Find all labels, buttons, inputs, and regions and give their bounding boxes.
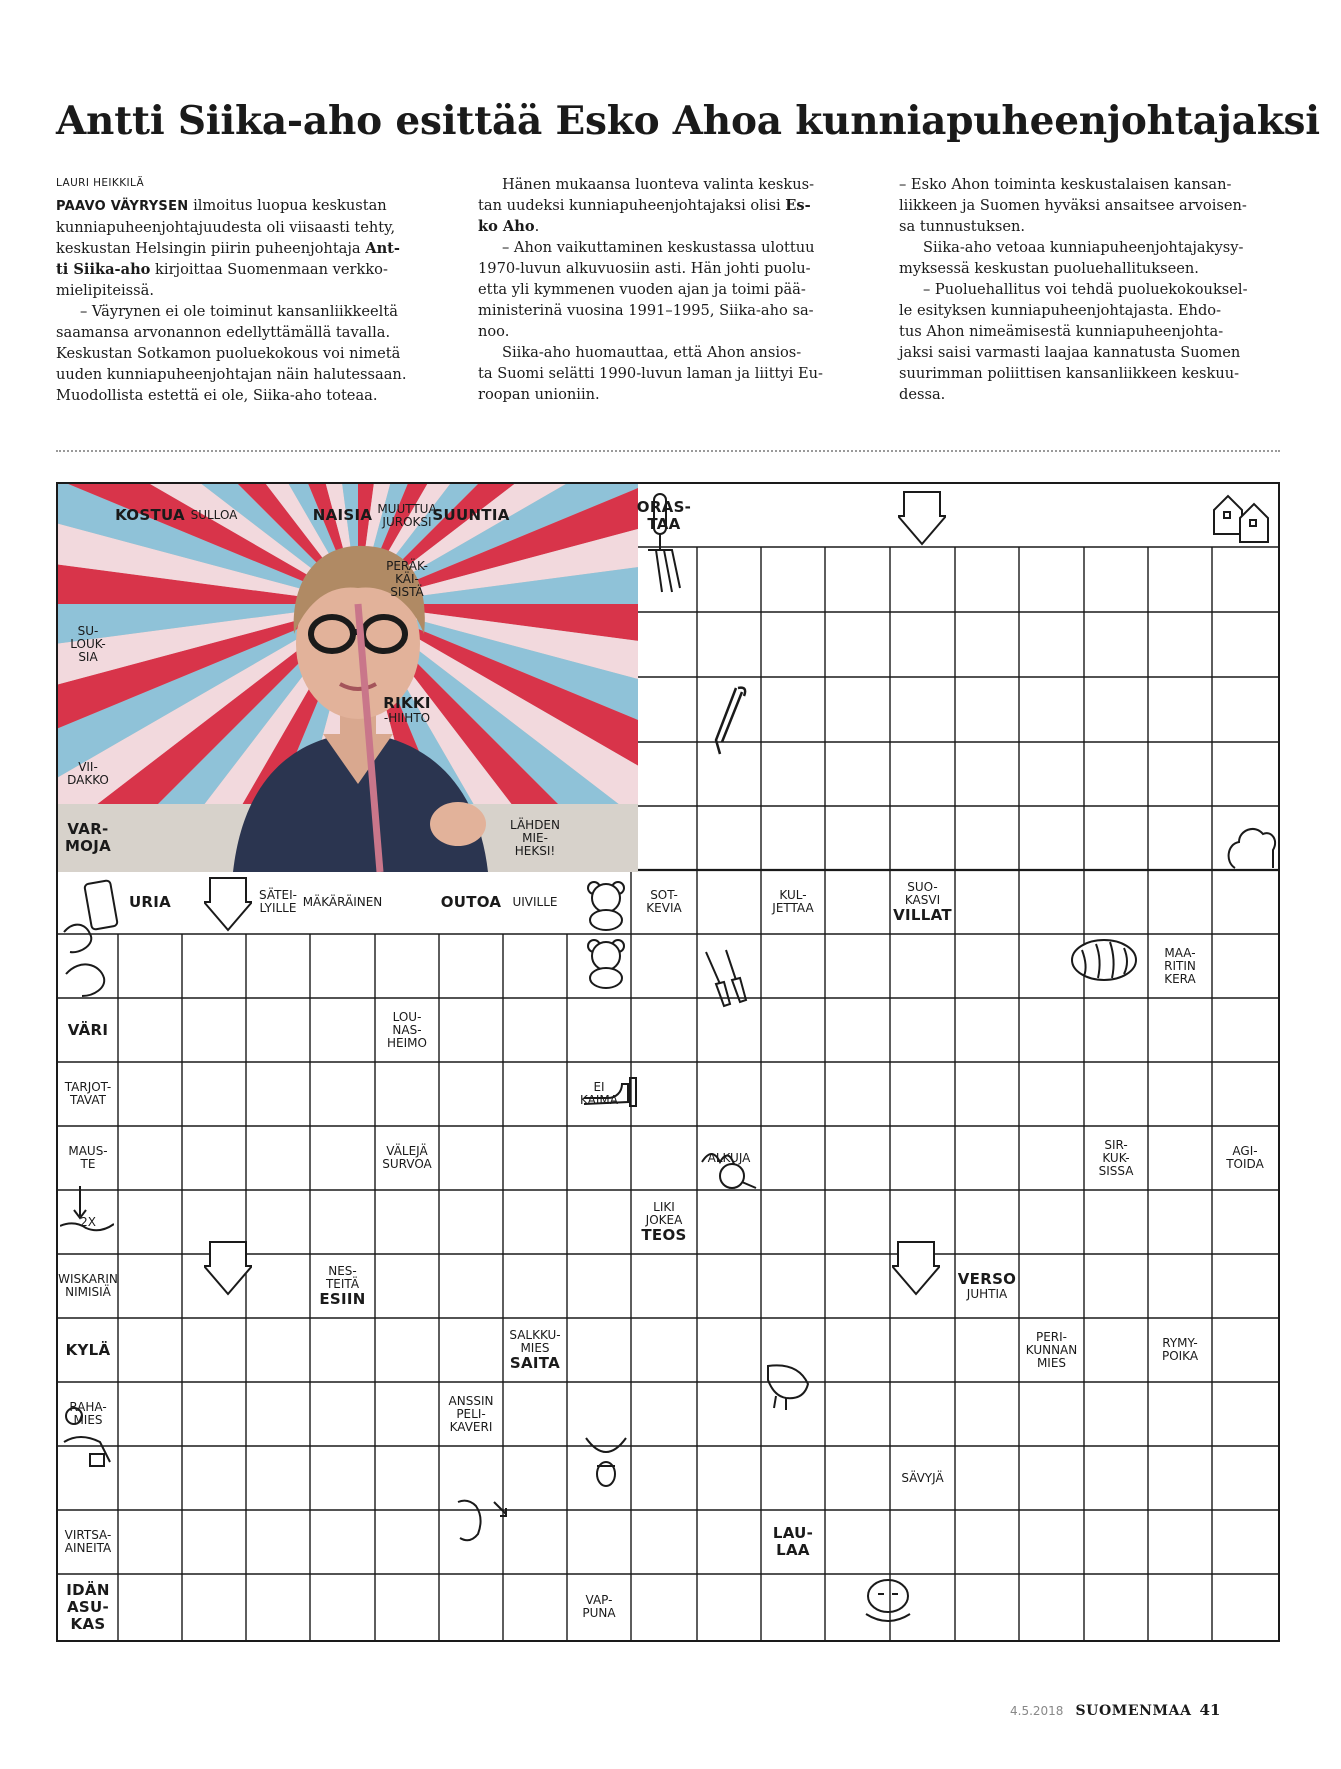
clue-text: MAUS- bbox=[68, 1144, 108, 1158]
arrow-down-icon-3 bbox=[204, 1238, 252, 1298]
clue-text: KAVERI bbox=[449, 1419, 493, 1434]
clue-text: AGI- bbox=[1232, 1144, 1258, 1158]
article-column-3 bbox=[899, 174, 1248, 405]
clue-text: LAU- bbox=[772, 1524, 814, 1542]
clue-text: NIMISIÄ bbox=[65, 1285, 111, 1299]
article-column-1 bbox=[56, 174, 406, 406]
clue-text: SISSA bbox=[1098, 1163, 1134, 1178]
text-line: – Puoluehallitus voi tehdä puoluekokouksel- bbox=[923, 281, 1248, 298]
clue-text: RAHA- bbox=[69, 1400, 107, 1414]
clue-outoa bbox=[439, 870, 503, 934]
bold-name: Es- bbox=[785, 197, 811, 214]
clue-lounasheimo bbox=[375, 998, 439, 1062]
bold-name: ti Siika-aho bbox=[56, 261, 151, 278]
clue-text: TEITÄ bbox=[325, 1276, 360, 1291]
clue-kuljettaa bbox=[761, 870, 825, 934]
clue-text: RITIN bbox=[1164, 958, 1196, 973]
clue-text: NAISIA bbox=[312, 506, 373, 524]
clue-text: TAA bbox=[647, 514, 681, 533]
outhouse-icon bbox=[1210, 490, 1276, 544]
clue-text: ORAS- bbox=[636, 497, 692, 516]
clue-text: EI bbox=[593, 1080, 605, 1094]
waterline-2x-icon bbox=[60, 1182, 114, 1250]
clue-text: SISTÄ bbox=[390, 585, 424, 599]
clue-perikunnan-mies bbox=[1019, 1318, 1084, 1382]
clue-lahden-mieheksi bbox=[503, 806, 567, 870]
clue-suuntia bbox=[432, 484, 510, 547]
clue-text: LYILLE bbox=[259, 901, 297, 915]
bold-name: ko Aho bbox=[478, 218, 535, 235]
text-line: – Ahon vaikuttaminen keskustassa ulottuu bbox=[502, 239, 815, 256]
text-line: etta yli kymmenen vuoden ajan ja toimi pää- bbox=[478, 281, 806, 298]
clue-text: LÄHDEN bbox=[510, 817, 560, 832]
clue-text: WISKARIN bbox=[58, 1272, 118, 1286]
text-line: ministerinä vuosina 1991–1995, Siika-aho sa- bbox=[478, 302, 814, 319]
text-line: Siika-aho vetoaa kunniapuheenjohtajakysy- bbox=[923, 239, 1244, 256]
clue-text: MIE- bbox=[522, 830, 548, 845]
clue-savyja bbox=[890, 1446, 955, 1510]
clue-text: VILLAT bbox=[893, 905, 952, 924]
text-line: mielipiteissä. bbox=[56, 282, 154, 299]
byline: LAURI HEIKKILÄ bbox=[56, 177, 145, 189]
text-line: 1970-luvun alkuvuosiin asti. Hän johti puolu- bbox=[478, 260, 811, 277]
clue-text: MUUTTUA bbox=[377, 501, 437, 516]
article-column-2 bbox=[478, 174, 823, 405]
clue-text: TEOS bbox=[641, 1225, 687, 1244]
arrow-down-icon-4 bbox=[892, 1238, 940, 1298]
arrow-down-icon bbox=[898, 488, 946, 548]
clue-text: TARJOT- bbox=[64, 1080, 112, 1094]
clue-liki-jokea-teos bbox=[631, 1190, 697, 1254]
clue-vari bbox=[58, 998, 118, 1062]
clue-vappuna bbox=[567, 1574, 631, 1640]
clue-text: KUNNAN bbox=[1025, 1342, 1078, 1357]
clue-mauste bbox=[58, 1126, 118, 1190]
clue-text: SIR- bbox=[1104, 1137, 1128, 1152]
text-line: suurimman poliittisen kansanliikkeen keskuu- bbox=[899, 365, 1240, 382]
text-line: Hänen mukaansa luonteva valinta keskus- bbox=[502, 176, 815, 193]
headline: Antti Siika-aho esittää Esko Ahoa kunniapuheenjohtajaksi bbox=[56, 98, 1320, 144]
text-line: kunniapuheenjohtajuudesta oli viisaasti tehty, bbox=[56, 219, 396, 236]
clue-text: PELI- bbox=[456, 1406, 486, 1421]
clue-rikki-hiihto bbox=[375, 677, 439, 742]
bold-name: Ant- bbox=[365, 240, 400, 257]
text-line: roopan unioniin. bbox=[478, 386, 600, 403]
clue-naisia bbox=[310, 484, 375, 547]
clue-varmoja bbox=[58, 806, 118, 870]
clue-text: ESIIN bbox=[319, 1289, 366, 1308]
clue-text: MIES bbox=[520, 1340, 550, 1355]
arrow-down-icon-2 bbox=[204, 874, 252, 934]
clue-maaritin-kera bbox=[1148, 934, 1212, 998]
clue-text: NES- bbox=[328, 1263, 357, 1278]
clue-text: SÄVYJÄ bbox=[901, 1470, 944, 1485]
clue-text: ALKUJA bbox=[707, 1150, 751, 1165]
clue-text: SU- bbox=[77, 624, 99, 638]
clue-suloukSIA bbox=[58, 612, 118, 677]
text-line: saamansa arvonannon edellyttämällä tavalla. bbox=[56, 324, 391, 341]
clue-virtsa-aineita bbox=[58, 1510, 118, 1574]
clue-suokasvi-villat bbox=[890, 870, 955, 934]
clue-text: IDÄN bbox=[66, 1580, 110, 1599]
clue-salkkumies-saita bbox=[503, 1318, 567, 1382]
text-line: Keskustan Sotkamon puoluekokous voi nimetä bbox=[56, 345, 401, 362]
clue-makarainen bbox=[298, 870, 388, 934]
radish-icon bbox=[698, 1144, 758, 1192]
clue-text: KAS bbox=[70, 1614, 106, 1633]
clue-text: VÄLEJÄ bbox=[386, 1144, 428, 1158]
clue-text: MÄKÄRÄINEN bbox=[302, 894, 383, 909]
bread-icon bbox=[1068, 930, 1140, 988]
clue-text: SOT- bbox=[650, 888, 678, 902]
clue-text: MAA- bbox=[1164, 945, 1196, 960]
clue-text: VIRTSA- bbox=[64, 1528, 112, 1542]
clue-sotkevia bbox=[631, 870, 697, 934]
clue-text: JOKEA bbox=[645, 1212, 683, 1227]
text-line: liikkeen ja Suomen hyväksi ansaitsee arvoisen- bbox=[899, 197, 1247, 214]
clue-text: JUHTIA bbox=[966, 1287, 1008, 1301]
clue-laulaa bbox=[761, 1510, 825, 1574]
tongs-icon bbox=[708, 684, 750, 764]
clue-text: MOJA bbox=[64, 837, 112, 855]
clue-text: ASU- bbox=[66, 1597, 110, 1616]
text-line: – Esko Ahon toiminta keskustalaisen kansan- bbox=[899, 176, 1232, 193]
text-line: tus Ahon nimeämisestä kunniapuheenjohta- bbox=[899, 323, 1224, 340]
text-line: . bbox=[534, 218, 540, 235]
clue-viidakko bbox=[58, 742, 118, 806]
clue-text: LAA bbox=[776, 1541, 810, 1559]
clue-text: KYLÄ bbox=[65, 1340, 111, 1359]
sleeping-baby-icon bbox=[862, 1574, 916, 1634]
clue-kostua bbox=[115, 484, 185, 547]
clue-rymypoika bbox=[1148, 1318, 1212, 1382]
clue-text: LOU- bbox=[392, 1009, 422, 1024]
necklace-acorn-icon bbox=[580, 1432, 632, 1492]
hand-shape bbox=[430, 802, 486, 846]
clue-text: PUNA bbox=[582, 1606, 616, 1620]
clue-text: HEIMO bbox=[387, 1035, 427, 1050]
clue-text: DAKKO bbox=[67, 773, 109, 787]
clue-text: KÄI- bbox=[395, 572, 419, 586]
clue-text: SUO- bbox=[907, 879, 938, 894]
clue-agitoida bbox=[1212, 1126, 1278, 1190]
beach-scene-icon bbox=[60, 1402, 114, 1472]
page-number: 41 bbox=[1199, 1701, 1221, 1719]
clue-text: KASVI bbox=[904, 892, 941, 907]
clue-text: UIVILLE bbox=[512, 894, 558, 909]
clue-text: KUL- bbox=[779, 888, 807, 902]
clue-text: RYMY- bbox=[1162, 1336, 1198, 1350]
page-footer bbox=[1010, 1700, 1240, 1719]
clue-text: SUUNTIA bbox=[432, 506, 510, 524]
clue-idan-asukas bbox=[58, 1574, 118, 1640]
screwdrivers-icon bbox=[698, 948, 754, 1010]
text-line: uuden kunniapuheenjohtajan näin halutessaan. bbox=[56, 366, 407, 383]
clue-text: SIA bbox=[78, 650, 98, 664]
clue-kyla bbox=[58, 1318, 118, 1382]
text-line: dessa. bbox=[899, 386, 946, 403]
text-line: sa tunnustuksen. bbox=[899, 218, 1026, 235]
text-line: tan uudeksi kunniapuheenjohtajaksi olisi bbox=[478, 197, 786, 214]
clue-text: MIES bbox=[1036, 1355, 1067, 1370]
clue-text: HEKSI! bbox=[514, 843, 556, 858]
clue-text: 2X bbox=[80, 1214, 96, 1229]
clue-text: JUROKSI bbox=[382, 514, 432, 529]
clue-valeja-survoa bbox=[375, 1126, 439, 1190]
text-line: ilmoitus luopua keskustan bbox=[188, 197, 387, 214]
fork-tool-icon bbox=[640, 488, 698, 598]
clue-wiskarin-nimisia bbox=[56, 1254, 133, 1318]
cloud-icon bbox=[1225, 822, 1277, 870]
clue-text: JETTAA bbox=[772, 901, 814, 915]
text-line: le esityksen kunniapuheenjohtajasta. Ehdo- bbox=[899, 302, 1222, 319]
text-line: ta Suomi selätti 1990-luvun laman ja liittyi Eu- bbox=[478, 365, 823, 382]
clue-text: VAP- bbox=[585, 1593, 613, 1607]
clue-text: TE bbox=[80, 1157, 96, 1171]
clue-uiville bbox=[503, 870, 567, 934]
clue-text: RIKKI bbox=[383, 693, 431, 712]
text-line: – Väyrynen ei ole toiminut kansanliikkeeltä bbox=[80, 303, 398, 320]
clue-text: SULLOA bbox=[190, 508, 238, 522]
thumb-hand-icon bbox=[582, 1074, 638, 1108]
clue-text: TAVAT bbox=[70, 1093, 106, 1107]
magazine-name: SUOMENMAA bbox=[1075, 1703, 1192, 1719]
clue-text: MIES bbox=[73, 1413, 103, 1427]
clue-text: SAITA bbox=[509, 1353, 561, 1372]
clue-text: NAS- bbox=[392, 1022, 422, 1037]
clue-text: VII- bbox=[78, 760, 98, 774]
text-line: keskustan Helsingin piirin puheenjohtaja bbox=[56, 240, 366, 257]
clue-text: LIKI bbox=[653, 1199, 675, 1214]
clue-text: URIA bbox=[128, 892, 172, 911]
text-line: noo. bbox=[478, 323, 510, 340]
clue-text: LOUK- bbox=[70, 637, 106, 651]
text-line: kirjoittaa Suomenmaan verkko- bbox=[150, 261, 388, 278]
clue-text: SALKKU- bbox=[509, 1327, 561, 1342]
clue-text: SÄTEI- bbox=[259, 888, 297, 902]
crossword-puzzle bbox=[56, 482, 1280, 1642]
clue-muuttua-juroksi bbox=[375, 484, 439, 547]
clue-nesteita-esiin bbox=[310, 1254, 375, 1318]
clue-text: KOSTUA bbox=[115, 506, 185, 524]
clue-text: TOIDA bbox=[1226, 1157, 1264, 1171]
clue-perakaisista bbox=[375, 547, 439, 612]
section-divider bbox=[56, 450, 1280, 452]
text-line: Siika-aho huomauttaa, että Ahon ansios- bbox=[502, 344, 802, 361]
clue-text: SURVOA bbox=[382, 1157, 432, 1171]
text-line: Muodollista estettä ei ole, Siika-aho toteaa. bbox=[56, 387, 378, 404]
clue-text: ANSSIN bbox=[448, 1393, 494, 1408]
clue-text: PERI- bbox=[1035, 1329, 1068, 1344]
clue-text: PERÄK- bbox=[386, 559, 428, 573]
clue-sirkukSISSA bbox=[1084, 1126, 1148, 1190]
face-kiss-icon bbox=[454, 1494, 512, 1548]
clue-text: -HIIHTO bbox=[383, 710, 431, 725]
clue-text: OUTOA bbox=[440, 892, 502, 911]
clue-sulloa bbox=[182, 484, 246, 547]
clue-text: KUK- bbox=[1102, 1150, 1130, 1165]
clue-text: KAIMA bbox=[580, 1093, 618, 1107]
text-line: jaksi saisi varmasti laajaa kannatusta Suomen bbox=[899, 344, 1241, 361]
clue-text: POIKA bbox=[1161, 1349, 1199, 1363]
phone-hand-icon bbox=[60, 874, 124, 1000]
clue-anssin-pelikaveri bbox=[439, 1382, 503, 1446]
clue-text: KEVIA bbox=[646, 901, 682, 915]
clue-verso-juhtia bbox=[955, 1254, 1019, 1318]
clue-text: KERA bbox=[1164, 971, 1196, 986]
clue-uria bbox=[118, 870, 182, 934]
issue-date: 4.5.2018 bbox=[1010, 1704, 1064, 1718]
cow-udder-icon bbox=[760, 1360, 812, 1412]
teddy-bears-icon bbox=[578, 874, 634, 990]
lead-caps: PAAVO VÄYRYSEN bbox=[56, 199, 189, 214]
clue-tarjottavat bbox=[58, 1062, 118, 1126]
clue-text: VÄRI bbox=[67, 1020, 109, 1039]
clue-text: VERSO bbox=[957, 1270, 1017, 1288]
clue-text: VAR- bbox=[67, 820, 109, 838]
clue-text: AINEITA bbox=[64, 1541, 112, 1555]
text-line: myksessä keskustan puoluehallitukseen. bbox=[899, 260, 1199, 277]
